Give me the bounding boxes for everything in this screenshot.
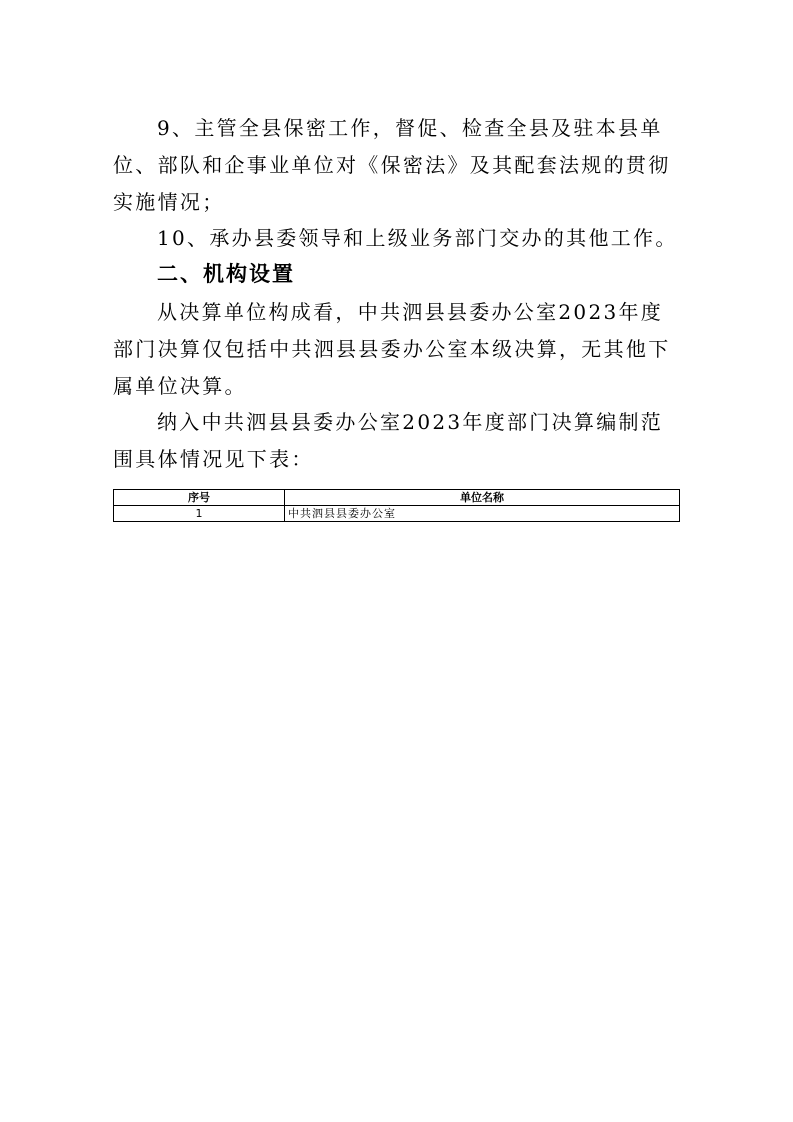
cell-unit-name: 中共泗县县委办公室 <box>285 506 680 522</box>
header-seq: 序号 <box>114 490 285 506</box>
header-unit-name: 单位名称 <box>285 490 680 506</box>
cell-seq: 1 <box>114 506 285 522</box>
paragraph-item-9: 9、主管全县保密工作，督促、检查全县及驻本县单位、部队和企事业单位对《保密法》及其配套法规的贯彻实施情况； <box>113 116 671 214</box>
paragraph-scope-intro: 纳入中共泗县县委办公室2023年度部门决算编制范围具体情况见下表： <box>113 410 664 471</box>
table-row <box>114 506 680 522</box>
paragraph-item-10: 10、承办县委领导和上级业务部门交办的其他工作。 <box>157 226 678 250</box>
table-header-row <box>114 490 680 506</box>
section-heading: 二、机构设置 <box>157 262 295 286</box>
paragraph-structure: 从决算单位构成看，中共泗县县委办公室2023年度部门决算仅包括中共泗县县委办公室本级决算，无其他下属单位决算。 <box>113 300 671 398</box>
unit-table <box>113 489 680 522</box>
